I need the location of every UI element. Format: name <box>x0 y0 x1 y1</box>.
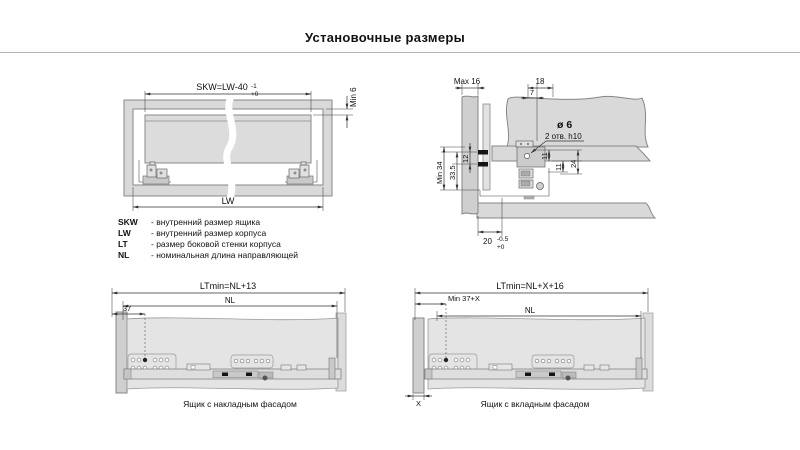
dim-11-lower-label: 11 <box>554 163 563 171</box>
section-view-drawing <box>435 77 655 251</box>
dim-12-label: 12 <box>461 154 470 163</box>
cabinet-bottom-section <box>477 203 655 218</box>
legend-abbr: NL <box>118 250 130 260</box>
dim-skw-label: SKW=LW-40 <box>196 82 248 92</box>
legend-abbr: SKW <box>118 217 138 227</box>
legend-desc: - номинальная длина направляющей <box>151 250 298 260</box>
dim-ltmin-label: LTmin=NL+X+16 <box>496 281 564 291</box>
dim-7-label: 7 <box>529 88 535 97</box>
drawer-bottom-section <box>492 146 650 161</box>
dim-33-5-label: 33.5 <box>448 165 457 180</box>
dim-24-label: 24 <box>569 159 578 168</box>
dim-x-label: X <box>415 399 422 408</box>
dim-20-label: 20 <box>483 237 492 246</box>
dim-lw-label: LW <box>221 196 235 206</box>
fixing-plate <box>483 104 490 190</box>
dim-skw-tol-bottom: +0 <box>251 91 259 98</box>
legend-abbr: LT <box>118 239 128 249</box>
front-view-drawing <box>124 82 358 211</box>
dim-18-label: 18 <box>535 77 545 86</box>
overlay-front-panel <box>116 312 127 393</box>
legend-desc: - внутренний размер ящика <box>151 217 261 227</box>
overlay-drawer-drawing <box>112 281 346 393</box>
dim-min6-label: Min 6 <box>349 87 358 107</box>
dim-nl-label: NL <box>524 306 536 315</box>
dim-20-tol-bottom: +0 <box>497 244 505 251</box>
hole-count-label: 2 отв. h10 <box>545 132 582 141</box>
dim-ltmin-label: LTmin=NL+13 <box>199 281 257 291</box>
dim-20-tol-top: -0.5 <box>497 236 509 243</box>
dim-max16-label: Max 16 <box>453 77 481 86</box>
dim-nl-label: NL <box>224 296 236 305</box>
hole-diameter-label: ø 6 <box>557 119 573 131</box>
overlay-drawer-caption: Ящик с накладным фасадом <box>183 399 297 409</box>
inset-drawer-caption: Ящик с вкладным фасадом <box>480 399 590 409</box>
legend-desc: - размер боковой стенки корпуса <box>151 239 281 249</box>
page-title: Установочные размеры <box>304 30 466 45</box>
dim-min34-label: Min 34 <box>435 161 444 184</box>
inset-drawer-drawing <box>405 281 653 408</box>
dim-37-label: 37 <box>122 304 132 313</box>
dim-skw-tol-top: -1 <box>251 83 257 90</box>
dowel-mark <box>478 150 488 155</box>
dim-min37x-label: Min 37+X <box>448 294 480 303</box>
dim-11-upper-label: 11 <box>540 152 549 160</box>
dowel-mark <box>478 162 488 167</box>
legend-abbr: LW <box>118 228 131 238</box>
inset-front-panel <box>413 318 424 393</box>
legend-desc: - внутренний размер корпуса <box>151 228 267 238</box>
